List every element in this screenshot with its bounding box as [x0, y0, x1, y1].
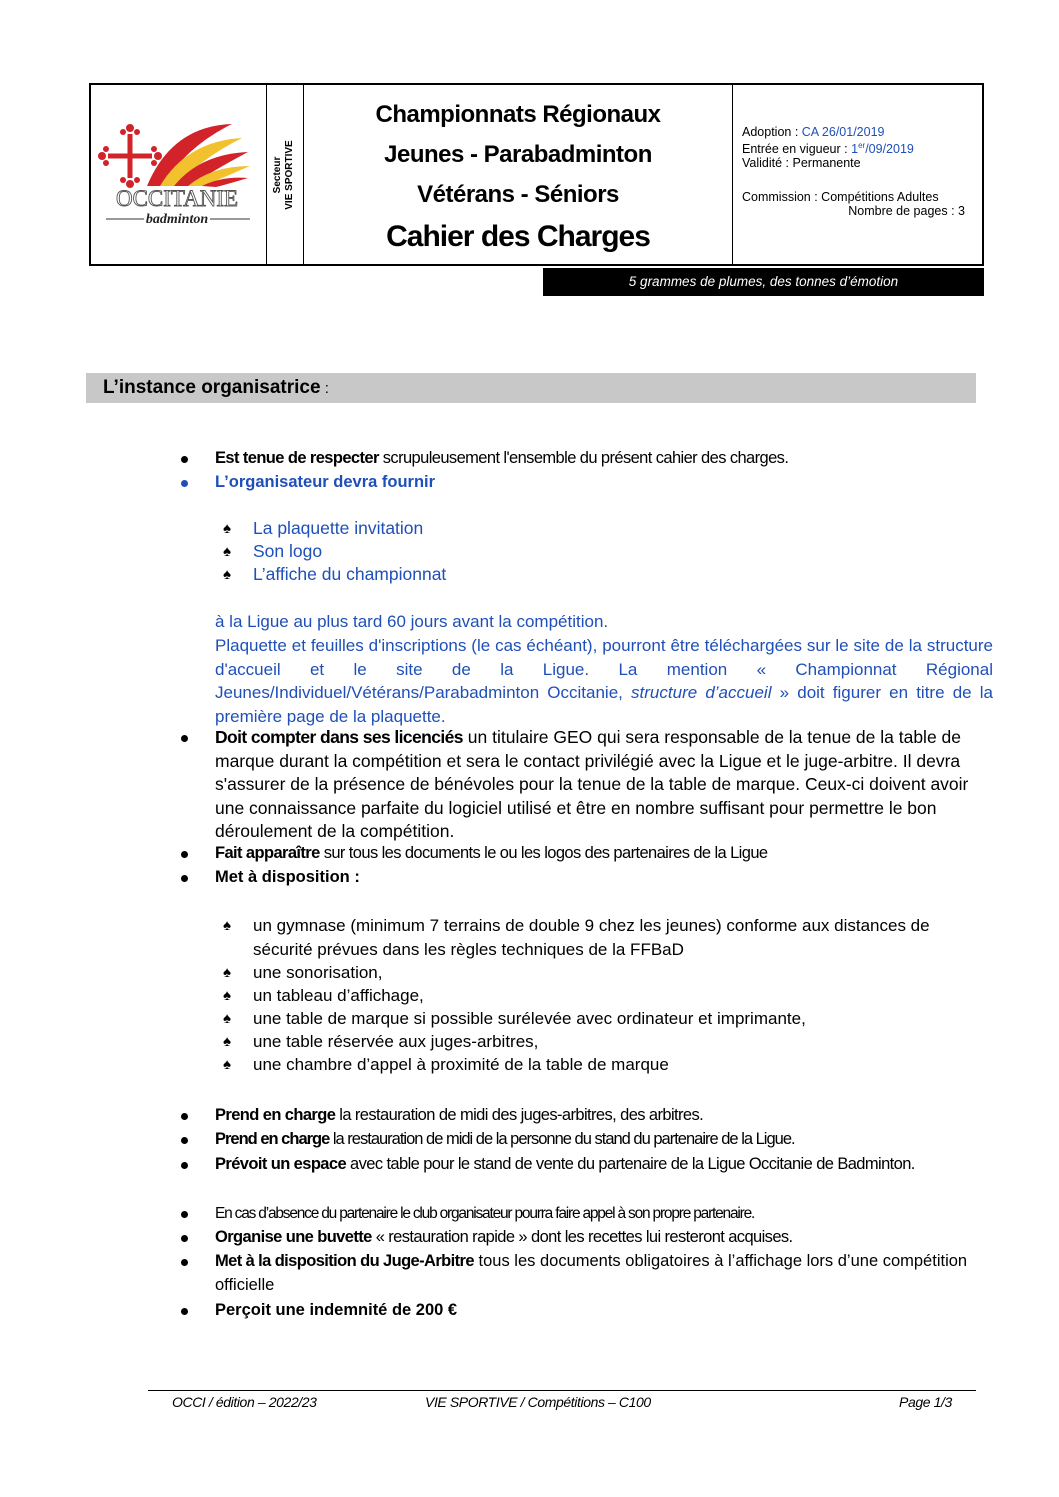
meta-pages: Nombre de pages : 3 — [848, 204, 965, 219]
spade-icon: ♠ — [223, 964, 231, 981]
meta-entree: Entrée en vigueur : 1er/09/2019 — [742, 141, 914, 157]
sector-label — [266, 86, 302, 263]
meta-commission: Commission : Compétitions Adultes — [742, 190, 939, 205]
section-title: L’instance organisatrice — [103, 377, 321, 398]
tagline-bar: 5 grammes de plumes, des tonnes d’émotion — [543, 268, 984, 296]
logo-graphic — [92, 86, 262, 263]
document-meta — [742, 125, 977, 218]
section-suffix: : — [320, 380, 329, 397]
spade-icon: ♠ — [223, 520, 231, 537]
footer-page-number: Page 1/3 — [899, 1394, 952, 1410]
title-line-4: Cahier des Charges — [386, 220, 650, 253]
spade-icon: ♠ — [223, 1056, 231, 1073]
spade-icon: ♠ — [223, 543, 231, 560]
spade-icon: ♠ — [223, 917, 231, 934]
occitanie-badminton-logo — [92, 86, 262, 263]
spade-icon: ♠ — [223, 566, 231, 583]
meta-adoption: Adoption : CA 26/01/2019 — [742, 125, 885, 139]
footer-divider — [148, 1390, 976, 1391]
document-title — [304, 95, 732, 259]
paragraph: Plaquette et feuilles d'inscriptions (le cas échéant), pourront être téléchargées sur le site de la structure d'accueil et le site de la Ligue. La mention « Championnat Régional Jeunes/Individuel/Vétérans/Parabadminton Occitanie, structure d’accueil » doit figurer en titre de la première page de la plaquette. — [215, 636, 993, 726]
spade-icon: ♠ — [223, 987, 231, 1004]
section-heading — [86, 373, 976, 403]
logo-sub-text: badminton — [145, 212, 209, 227]
logo-brand-text: OCCITANIE — [115, 186, 239, 211]
paragraph: à la Ligue au plus tard 60 jours avant la compétition. — [215, 612, 609, 631]
spade-icon: ♠ — [223, 1010, 231, 1027]
title-line-2: Jeunes - Parabadminton — [384, 141, 652, 168]
sector-line2: VIE SPORTIVE — [284, 139, 295, 210]
meta-validite: Validité : Permanente — [742, 156, 861, 171]
footer-center: VIE SPORTIVE / Compétitions – C100 — [425, 1394, 651, 1410]
footer-left: OCCI / édition – 2022/23 — [172, 1394, 317, 1410]
title-line-1: Championnats Régionaux — [375, 101, 661, 128]
spade-icon: ♠ — [223, 1033, 231, 1050]
title-line-3: Vétérans - Séniors — [417, 181, 619, 208]
sector-line1: Secteur — [272, 156, 283, 193]
